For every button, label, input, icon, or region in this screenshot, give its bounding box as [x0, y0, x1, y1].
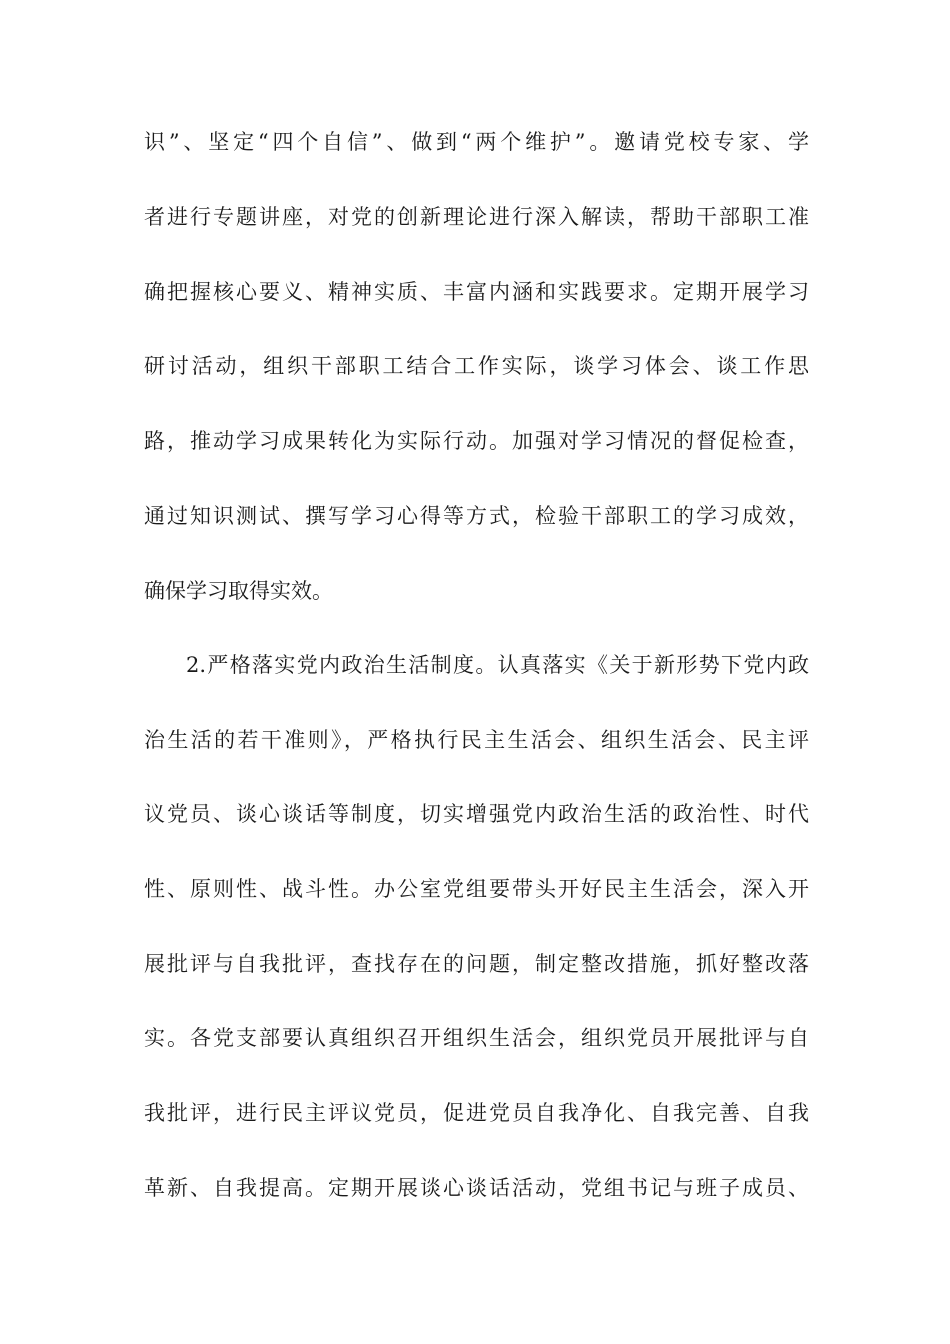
paragraph-line-5: 路，推动学习成果转化为实际行动。加强对学习情况的督促检查，	[144, 429, 809, 453]
paragraph2-line-6: 实。各党支部要认真组织召开组织生活会，组织党员开展批评与自	[144, 1026, 809, 1050]
paragraph2-line-4: 性、原则性、战斗性。办公室党组要带头开好民主生活会，深入开	[144, 877, 809, 901]
paragraph-line-6: 通过知识测试、撰写学习心得等方式，检验干部职工的学习成效，	[144, 504, 809, 528]
paragraph2-line-1: 2.严格落实党内政治生活制度。认真落实《关于新形势下党内政	[186, 653, 809, 677]
paragraph-line-2: 者进行专题讲座，对党的创新理论进行深入解读，帮助干部职工准	[144, 205, 809, 229]
paragraph2-line-3: 议党员、谈心谈话等制度，切实增强党内政治生活的政治性、时代	[144, 802, 809, 826]
paragraph-line-1: 识”、坚定“四个自信”、做到“两个维护”。邀请党校专家、学	[144, 130, 809, 154]
paragraph2-line-5: 展批评与自我批评，查找存在的问题，制定整改措施，抓好整改落	[144, 952, 809, 976]
paragraph-line-7: 确保学习取得实效。	[144, 579, 333, 603]
paragraph2-line-2: 治生活的若干准则》，严格执行民主生活会、组织生活会、民主评	[144, 728, 809, 752]
paragraph-line-3: 确把握核心要义、精神实质、丰富内涵和实践要求。定期开展学习	[144, 280, 809, 304]
paragraph2-line-7: 我批评，进行民主评议党员，促进党员自我净化、自我完善、自我	[144, 1101, 809, 1125]
paragraph2-line-8: 革新、自我提高。定期开展谈心谈话活动，党组书记与班子成员、	[144, 1176, 809, 1200]
paragraph-line-4: 研讨活动，组织干部职工结合工作实际，谈学习体会、谈工作思	[144, 354, 809, 378]
